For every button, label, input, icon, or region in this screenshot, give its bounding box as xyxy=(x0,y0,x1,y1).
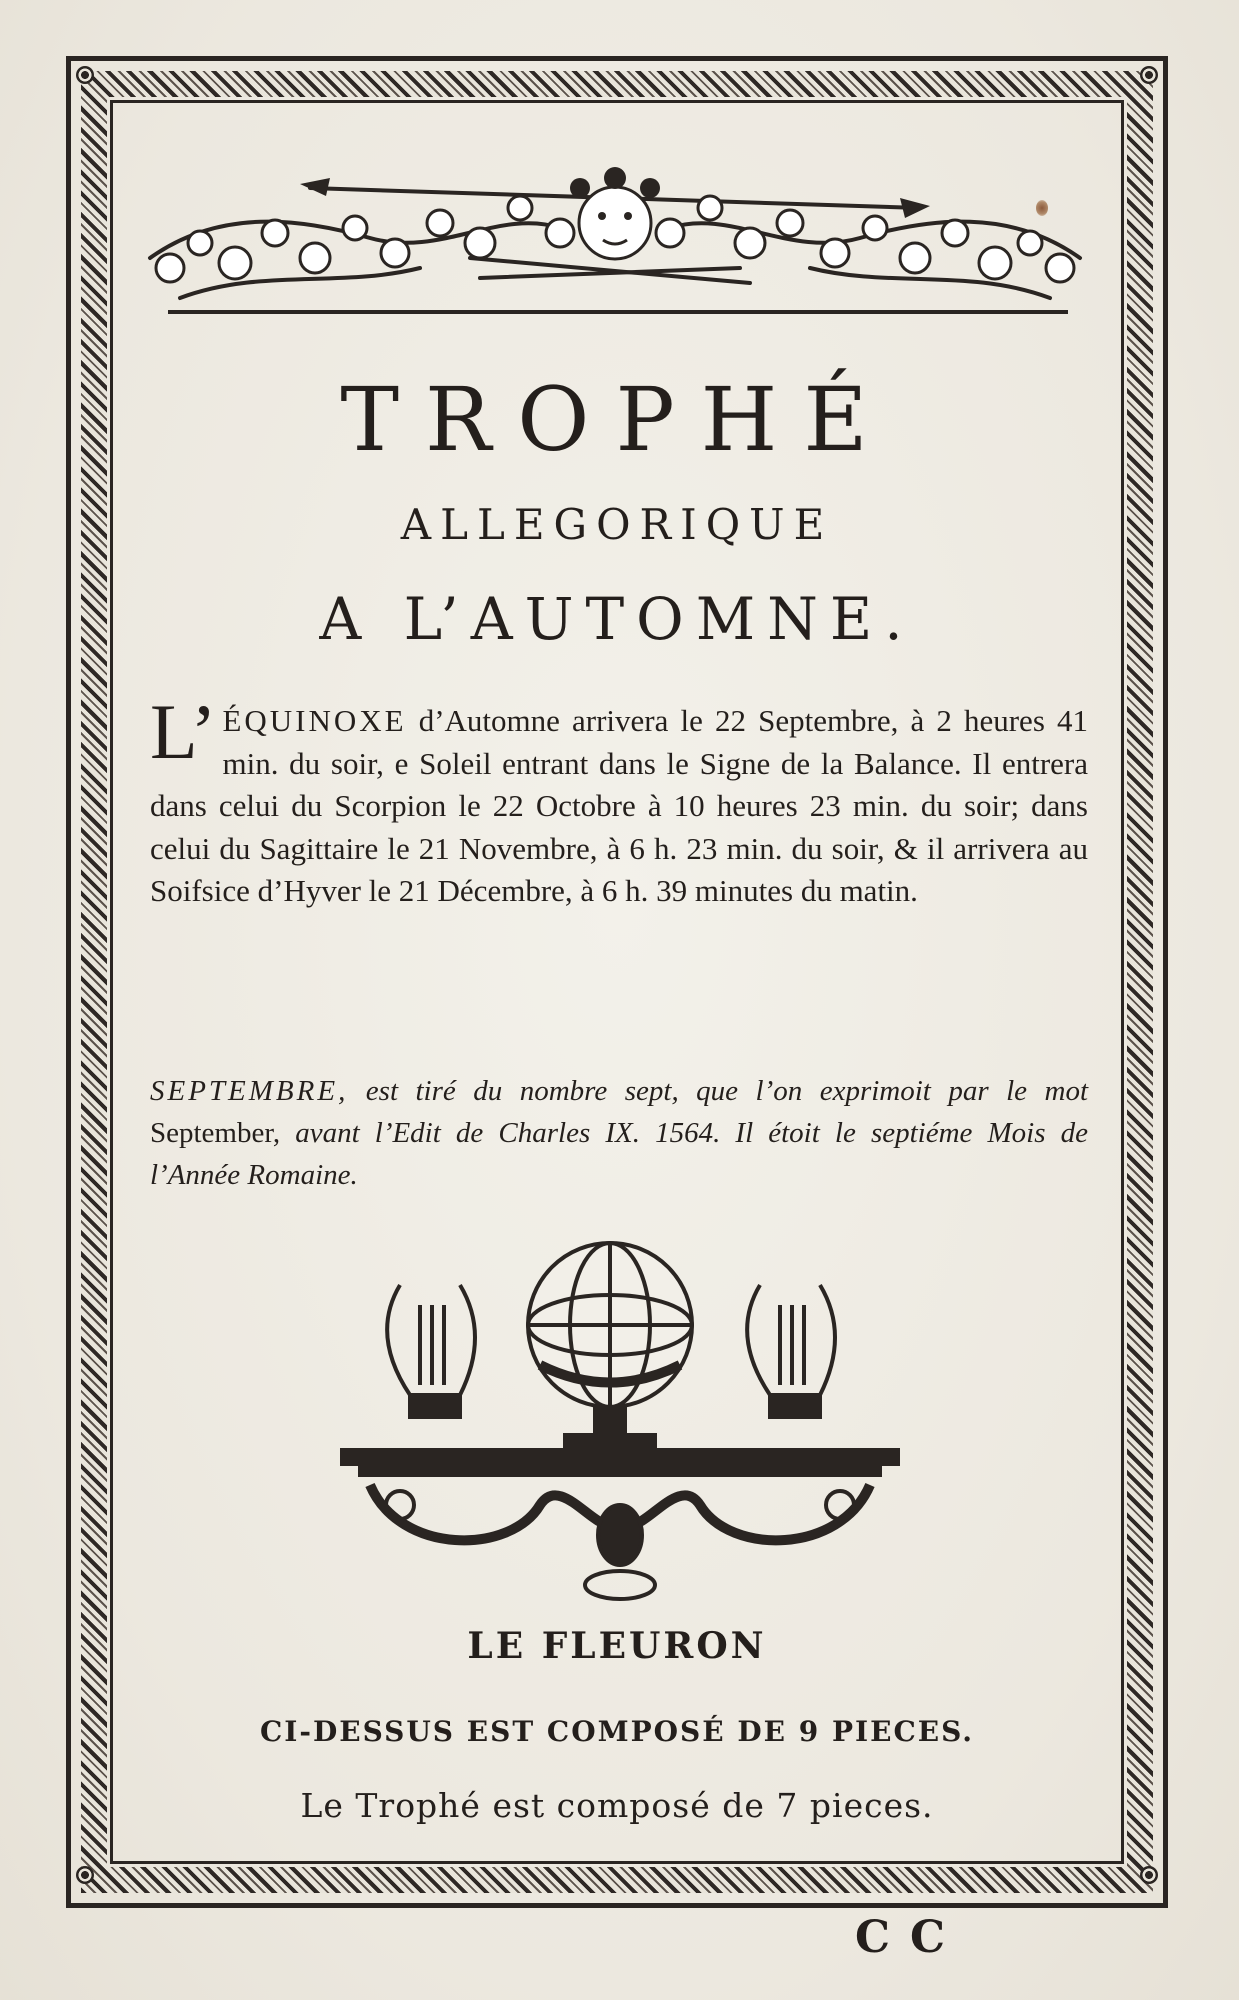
corner-rosette-icon xyxy=(76,66,94,84)
italic-text-2: avant l’Edit de Charles IX. 1564. Il étoit le septiéme Mois de l’Année Romaine. xyxy=(150,1117,1088,1191)
september-paragraph xyxy=(150,1070,1088,1196)
vine-garland-with-mask-icon xyxy=(140,148,1090,318)
paragraph-text: d’Automne arrivera le 22 Septembre, à 2 heures 41 min. du soir, e Soleil entrant dans le Signe de la Balance. Il entrera dans celui du Scorpion le 22 Octobre à 10 heures 23 min. du soir; dans celui du Sagittaire le 21 Novembre, à 6 h. 23 min. du soir, & il arrivera au Soifsice d’Hyver le 21 Décembre, à 6 h. 39 minutes du matin. xyxy=(150,703,1088,908)
header-rule xyxy=(168,310,1068,314)
globe-with-lyres-icon xyxy=(340,1225,900,1615)
subtitle-season: A L’AUTOMNE. xyxy=(319,585,915,653)
latin-word: September, xyxy=(150,1117,281,1149)
caption-pieces: CI-DESSUS EST COMPOSÉ DE 9 PIECES. xyxy=(259,1715,975,1748)
subtitle: ALLEGORIQUE xyxy=(400,500,834,549)
paragraph-lead: ÉQUINOXE xyxy=(222,703,407,738)
italic-lead: SEPTEMBRE, xyxy=(150,1075,349,1107)
page-title: TROPHÉ xyxy=(340,368,894,471)
caption-trophe: Le Trophé est composé de 7 pieces. xyxy=(300,1786,934,1825)
corner-rosette-icon xyxy=(1140,66,1158,84)
caption-fleuron: LE FLEURON xyxy=(467,1625,767,1667)
equinox-paragraph xyxy=(150,688,1088,913)
corner-rosette-icon xyxy=(76,1866,94,1884)
signature-mark: CC xyxy=(855,1912,966,1963)
corner-rosette-icon xyxy=(1140,1866,1158,1884)
italic-text-1: est tiré du nombre sept, que l’on exprimoit par le mot xyxy=(348,1075,1088,1107)
drop-cap: L’ xyxy=(150,688,217,775)
